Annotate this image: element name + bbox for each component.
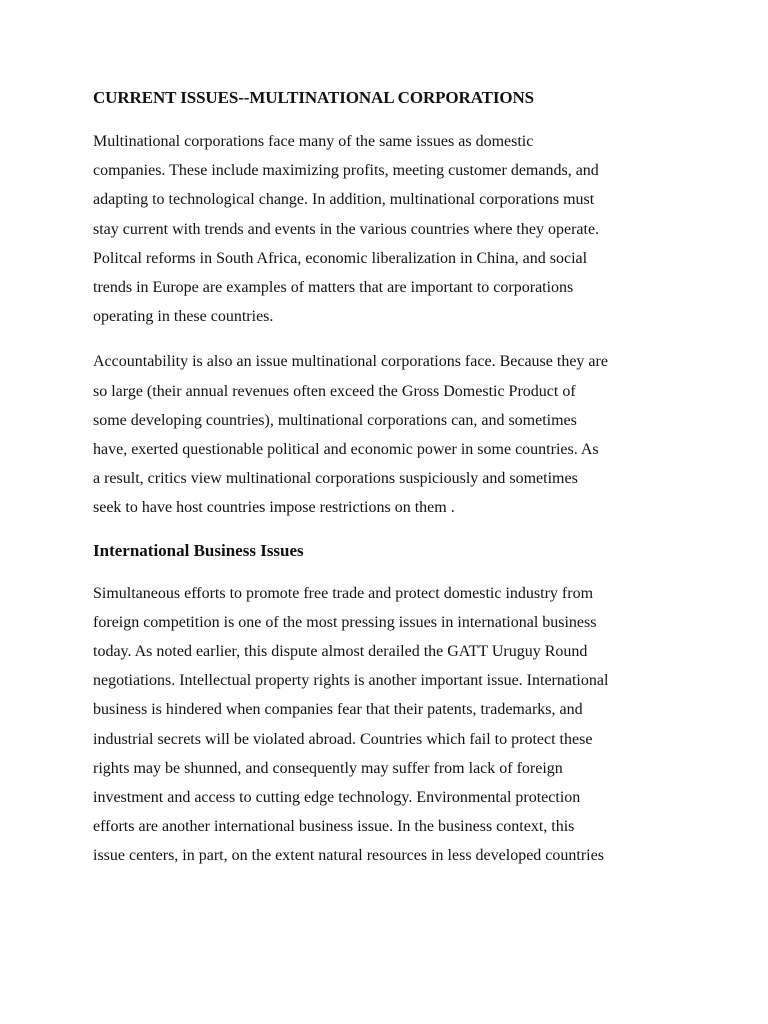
- text-line: efforts are another international business issue. In the business context, this: [93, 818, 575, 836]
- paragraph-accountability: [93, 347, 683, 522]
- text-line: Multinational corporations face many of the same issues as domestic: [93, 133, 534, 150]
- text-line: trends in Europe are examples of matters that are important to corporations: [93, 279, 574, 297]
- text-line: stay current with trends and events in the various countries where they operate.: [93, 220, 600, 238]
- document-body: [93, 86, 683, 887]
- text-line: Politcal reforms in South Africa, economic liberalization in China, and social: [93, 249, 588, 267]
- text-line: issue centers, in part, on the extent natural resources in less developed countries: [93, 847, 604, 865]
- text-line: have, exerted questionable political and economic power in some countries. As: [93, 441, 599, 459]
- text-line: seek to have host countries impose restrictions on them .: [93, 499, 455, 517]
- text-line: business is hindered when companies fear that their patents, trademarks, and: [93, 701, 583, 719]
- text-line: investment and access to cutting edge technology. Environmental protection: [93, 789, 581, 807]
- text-line: adapting to technological change. In addition, multinational corporations must: [93, 191, 595, 209]
- text-line: operating in these countries.: [93, 308, 274, 326]
- text-line: foreign competition is one of the most pressing issues in international business: [93, 613, 597, 631]
- page-title: CURRENT ISSUES--MULTINATIONAL CORPORATIONS: [93, 88, 535, 107]
- paragraph-intro: [93, 127, 683, 331]
- text-line: negotiations. Intellectual property rights is another important issue. International: [93, 672, 609, 690]
- text-line: so large (their annual revenues often exceed the Gross Domestic Product of: [93, 382, 576, 400]
- text-line: a result, critics view multinational corporations suspiciously and sometimes: [93, 470, 578, 488]
- text-line: rights may be shunned, and consequently may suffer from lack of foreign: [93, 759, 563, 777]
- paragraph-international-issues: [93, 579, 683, 871]
- text-line: industrial secrets will be violated abroad. Countries which fail to protect these: [93, 730, 593, 748]
- text-line: Simultaneous efforts to promote free trade and protect domestic industry from: [93, 584, 594, 602]
- text-line: today. As noted earlier, this dispute almost derailed the GATT Uruguy Round: [93, 643, 588, 661]
- text-line: companies. These include maximizing profits, meeting customer demands, and: [93, 162, 599, 180]
- text-line: Accountability is also an issue multinational corporations face. Because they are: [93, 353, 608, 371]
- text-line: some developing countries), multinational corporations can, and sometimes: [93, 411, 577, 429]
- section-heading: International Business Issues: [93, 540, 304, 560]
